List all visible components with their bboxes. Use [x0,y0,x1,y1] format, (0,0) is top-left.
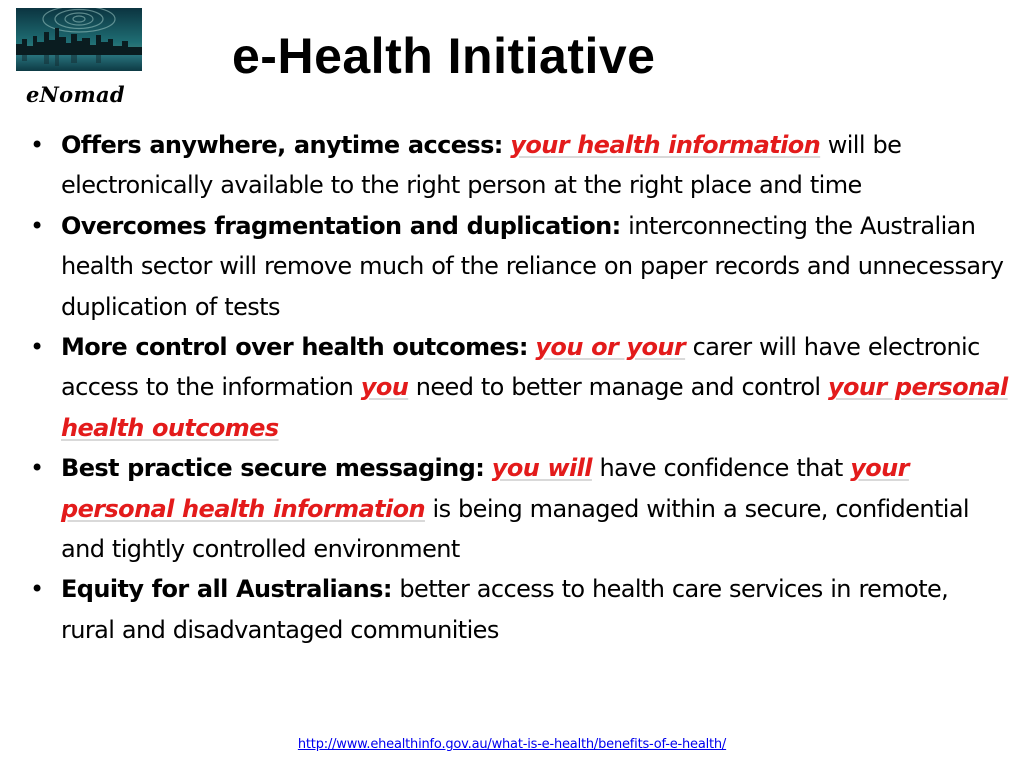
bullet-highlight: you or your [535,333,686,362]
bullet-highlight: you [360,373,409,402]
enomad-logo [16,8,142,71]
bullet-highlight: your personal health outcomes [61,373,1008,442]
bullet-item-anywhere-access [30,125,1008,206]
bullet-text: have confidence that [599,454,851,483]
bullet-highlight: you will [491,454,592,483]
bullet-text: interconnecting the Australian health sector will remove much of the reliance on paper records and unnecessary duplication of tests [61,211,1004,321]
bullet-lead: Offers anywhere, anytime access: [61,131,503,159]
bullet-marker: • [30,131,44,159]
bullet-highlight: your personal health information [61,454,909,523]
bullet-marker: • [30,575,44,604]
bullet-marker: • [30,454,44,483]
source-footer [0,737,1024,752]
bullet-list [30,125,1008,650]
bullet-item-fragmentation [30,206,1008,327]
bullet-lead: More control over health outcomes: [61,333,528,362]
bullet-text: is being managed within a secure, confidential and tightly controlled environment [61,494,969,564]
bullet-text: carer will have electronic access to the information [61,333,980,402]
bullet-lead: Equity for all Australians: [61,575,392,604]
bullet-lead: Best practice secure messaging: [61,454,485,483]
page-title: e-Health Initiative [232,28,656,84]
bullet-lead: Overcomes fragmentation and duplication: [61,211,621,240]
bullet-text: better access to health care services in remote, rural and disadvantaged communities [61,575,949,644]
bullet-item-control [30,327,1008,448]
bullet-text: need to better manage and control [415,373,828,402]
bullet-item-equity [30,569,1008,650]
city-skyline-logo-icon [16,8,142,71]
logo-caption: eNomad [26,82,125,107]
bullet-marker: • [30,333,44,362]
source-link[interactable]: http://www.ehealthinfo.gov.au/what-is-e-health/benefits-of-e-health/ [297,737,727,752]
bullet-highlight: your health information [510,131,821,159]
bullet-item-secure-messaging [30,448,1008,569]
bullet-marker: • [30,211,44,240]
bullet-text: will be electronically available to the right person at the right place and time [61,131,902,200]
